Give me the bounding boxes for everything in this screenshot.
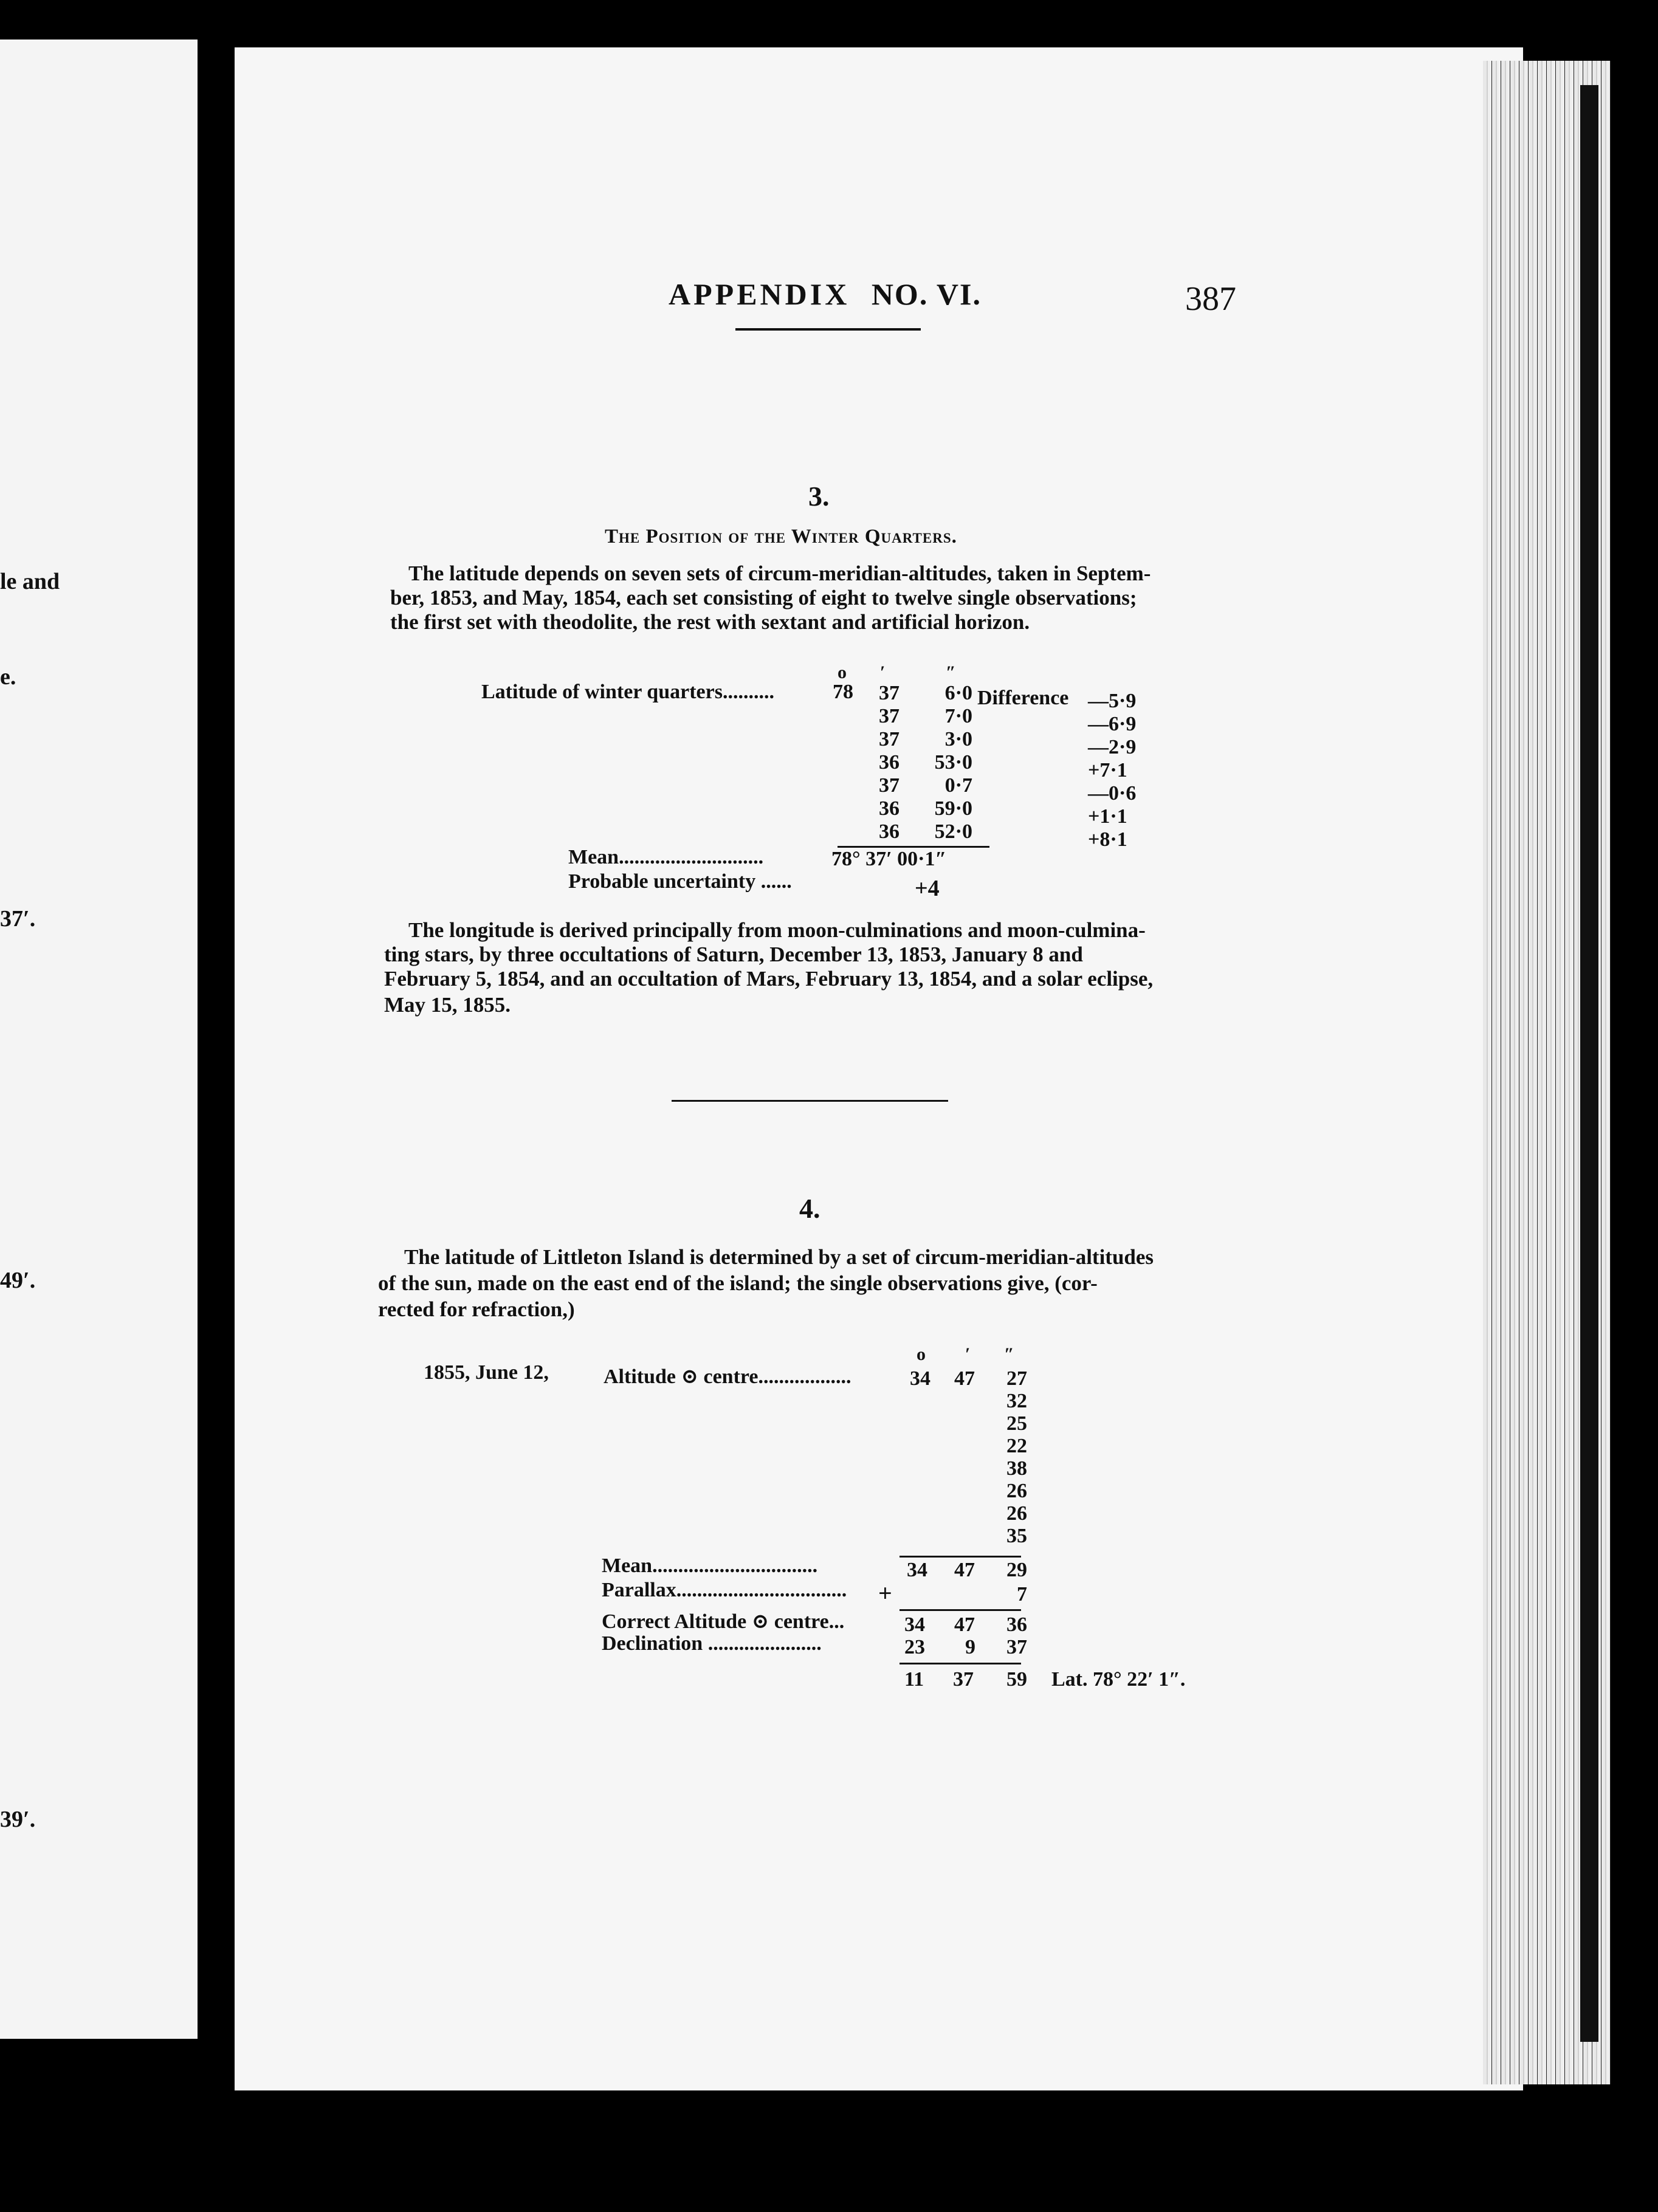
header-rule bbox=[735, 328, 921, 331]
paragraph-line: ting stars, by three occultations of Saturn, December 13, 1853, January 8 and bbox=[384, 943, 1083, 966]
obs-difference: +7·1 bbox=[1088, 759, 1127, 781]
left-fragment: 37′. bbox=[0, 906, 36, 932]
altitude-degrees: 34 bbox=[910, 1367, 930, 1390]
mean-label: Mean............................ bbox=[568, 846, 764, 868]
paragraph-line: February 5, 1854, and an occultation of Mars, February 13, 1854, and a solar eclipse, bbox=[384, 967, 1154, 991]
obs-seconds: 53·0 bbox=[934, 751, 972, 774]
uncertainty-label: Probable uncertainty ...... bbox=[568, 870, 792, 893]
left-fragment: 39′. bbox=[0, 1807, 36, 1832]
obs-minutes: 37 bbox=[879, 682, 900, 704]
declination-degrees: 23 bbox=[904, 1636, 925, 1658]
obs-difference: —2·9 bbox=[1088, 736, 1137, 758]
parallax-label: Parallax................................. bbox=[602, 1579, 847, 1601]
latitude-label: Latitude of winter quarters.......... bbox=[481, 681, 774, 703]
paragraph-line: rected for refraction,) bbox=[378, 1297, 575, 1321]
page-number: 387 bbox=[1185, 280, 1236, 318]
header-number: NO. VI. bbox=[871, 277, 982, 311]
obs-difference: +8·1 bbox=[1088, 828, 1127, 851]
correct-seconds: 36 bbox=[1006, 1613, 1027, 1636]
unit-minute: ′ bbox=[880, 662, 886, 682]
correct-degrees: 34 bbox=[904, 1613, 925, 1636]
altitude-minutes: 47 bbox=[954, 1367, 975, 1390]
mean-label: Mean................................ bbox=[602, 1554, 818, 1577]
paragraph-line: The longitude is derived principally from moon-culminations and moon-culmina- bbox=[408, 918, 1146, 942]
sum-rule bbox=[900, 1556, 1021, 1558]
paragraph-line: the first set with theodolite, the rest with sextant and artificial horizon. bbox=[390, 610, 1030, 634]
declination-seconds: 37 bbox=[1006, 1636, 1027, 1658]
correct-minutes: 47 bbox=[954, 1613, 975, 1636]
latitude-result: Lat. 78° 22′ 1″. bbox=[1051, 1668, 1186, 1691]
left-fragment: le and bbox=[0, 569, 60, 594]
obs-seconds: 26 bbox=[1006, 1502, 1027, 1525]
obs-seconds: 25 bbox=[1006, 1412, 1027, 1435]
parallax-sign: + bbox=[878, 1579, 892, 1607]
difference-label: Difference bbox=[977, 687, 1069, 709]
obs-seconds: 52·0 bbox=[934, 820, 972, 843]
paragraph-line: of the sun, made on the east end of the island; the single observations give, (cor- bbox=[378, 1271, 1098, 1295]
section-heading: The Position of the Winter Quarters. bbox=[605, 526, 957, 548]
section-divider bbox=[672, 1100, 948, 1102]
obs-seconds: 0·7 bbox=[944, 774, 972, 797]
unit-minute: ′ bbox=[965, 1344, 971, 1364]
mean-minutes: 47 bbox=[954, 1559, 975, 1581]
obs-minutes: 36 bbox=[879, 820, 900, 843]
unit-second: ″ bbox=[946, 662, 956, 682]
section-number: 4. bbox=[799, 1193, 820, 1224]
obs-seconds: 35 bbox=[1006, 1525, 1027, 1547]
header-title: APPENDIX bbox=[669, 277, 850, 311]
left-page bbox=[0, 40, 198, 2039]
obs-minutes: 36 bbox=[879, 797, 900, 820]
paragraph-line: The latitude of Littleton Island is determined by a set of circum-meridian-altitudes bbox=[404, 1245, 1154, 1269]
obs-seconds: 59·0 bbox=[934, 797, 972, 820]
result-seconds: 59 bbox=[1006, 1668, 1027, 1691]
obs-seconds: 38 bbox=[1006, 1457, 1027, 1480]
left-fragment: e. bbox=[0, 664, 16, 690]
left-fragment: 49′. bbox=[0, 1268, 36, 1293]
correct-altitude-label: Correct Altitude ⊙ centre... bbox=[602, 1610, 845, 1633]
obs-seconds: 3·0 bbox=[944, 728, 972, 750]
obs-seconds: 27 bbox=[1006, 1367, 1027, 1390]
obs-seconds: 26 bbox=[1006, 1480, 1027, 1502]
uncertainty-value: +4 bbox=[915, 876, 940, 901]
section-number: 3. bbox=[808, 481, 830, 512]
result-degrees: 11 bbox=[904, 1668, 924, 1691]
unit-second: ″ bbox=[1004, 1344, 1014, 1364]
obs-difference: —0·6 bbox=[1088, 782, 1137, 805]
observation-date: 1855, June 12, bbox=[424, 1361, 549, 1384]
obs-seconds: 32 bbox=[1006, 1390, 1027, 1412]
parallax-seconds: 7 bbox=[1017, 1583, 1027, 1606]
main-page bbox=[235, 47, 1523, 2090]
declination-label: Declination ...................... bbox=[602, 1632, 822, 1655]
result-minutes: 37 bbox=[953, 1668, 974, 1691]
page-edge-shadow bbox=[1580, 85, 1598, 2042]
obs-minutes: 37 bbox=[879, 728, 900, 750]
unit-degree: o bbox=[917, 1344, 926, 1364]
obs-difference: —5·9 bbox=[1088, 690, 1137, 712]
altitude-label: Altitude ⊙ centre.................. bbox=[604, 1365, 851, 1388]
obs-minutes: 37 bbox=[879, 774, 900, 797]
obs-minutes: 36 bbox=[879, 751, 900, 774]
sum-rule bbox=[900, 1609, 1021, 1611]
mean-seconds: 29 bbox=[1006, 1559, 1027, 1581]
paragraph-line: May 15, 1855. bbox=[384, 993, 511, 1017]
latitude-degrees: 78 bbox=[833, 681, 853, 703]
obs-minutes: 37 bbox=[879, 705, 900, 727]
sum-rule bbox=[900, 1663, 1021, 1664]
obs-difference: +1·1 bbox=[1088, 805, 1127, 828]
mean-value: 78° 37′ 00·1″ bbox=[831, 848, 947, 870]
running-header bbox=[669, 276, 982, 312]
obs-difference: —6·9 bbox=[1088, 713, 1137, 735]
unit-degree: o bbox=[838, 662, 847, 682]
declination-minutes: 9 bbox=[965, 1636, 975, 1658]
obs-seconds: 22 bbox=[1006, 1435, 1027, 1457]
obs-seconds: 6·0 bbox=[944, 682, 972, 704]
paragraph-line: The latitude depends on seven sets of circum-meridian-altitudes, taken in Septem- bbox=[408, 562, 1151, 585]
paragraph-line: ber, 1853, and May, 1854, each set consisting of eight to twelve single observations; bbox=[390, 586, 1137, 610]
obs-seconds: 7·0 bbox=[944, 705, 972, 727]
mean-degrees: 34 bbox=[907, 1559, 927, 1581]
